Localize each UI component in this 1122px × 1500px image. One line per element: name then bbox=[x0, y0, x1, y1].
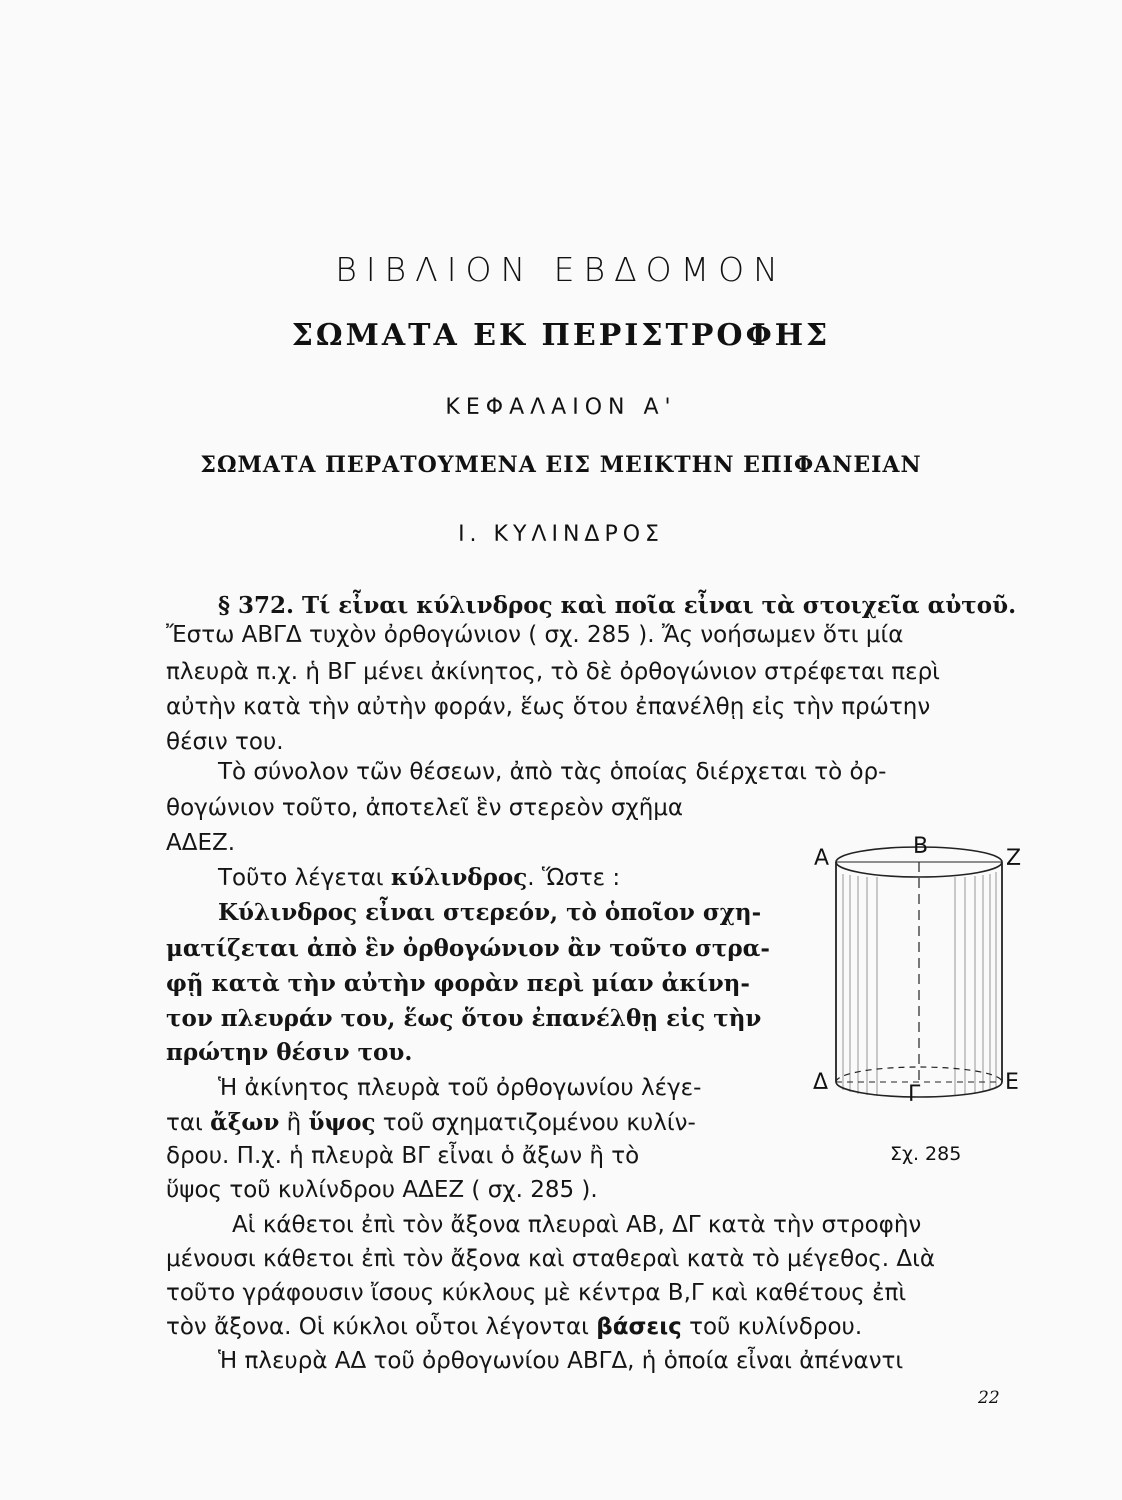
text-line: Τὸ σύνολον τῶν θέσεων, ἀπὸ τὰς ὁποίας διέρχεται τὸ ὀρ- bbox=[218, 759, 887, 785]
text-line: αὐτὴν κατὰ τὴν αὐτὴν φοράν, ἕως ὅτου ἐπανέλθῃ εἰς τὴν πρώτην bbox=[166, 694, 931, 720]
text-line: δρου. Π.χ. ἡ πλευρὰ ΒΓ εἶναι ὁ ἄξων ἢ τὸ bbox=[166, 1143, 640, 1169]
text-line: Ἔστω ΑΒΓΔ τυχὸν ὀρθογώνιον ( σχ. 285 ). Ἄς νοήσωμεν ὅτι μία bbox=[166, 622, 904, 648]
part-title: ΣΩΜΑΤΑ ΕΚ ΠΕΡΙΣΤΡΟΦΗΣ bbox=[291, 318, 831, 353]
label-Z: Ζ bbox=[1006, 846, 1022, 871]
definition-line: φῇ κατὰ τὴν αὐτὴν φορὰν περὶ μίαν ἀκίνη- bbox=[166, 970, 750, 997]
definition-line: ματίζεται ἀπὸ ἓν ὀρθογώνιον ἂν τοῦτο στρα- bbox=[166, 935, 770, 962]
cylinder-drawing bbox=[805, 826, 1035, 1166]
label-B: Β bbox=[913, 834, 929, 859]
paragraph-heading: § 372. Τί εἶναι κύλινδρος καὶ ποῖα εἶναι τὰ στοιχεῖα αὐτοῦ. bbox=[218, 592, 1017, 619]
chapter-label: ΚΕΦΑΛΑΙΟΝ Α' bbox=[445, 395, 677, 420]
text-fragment: . Ὥστε : bbox=[527, 865, 621, 891]
term-bases: βάσεις bbox=[596, 1314, 682, 1340]
page-number: 22 bbox=[978, 1388, 1000, 1408]
label-G: Γ bbox=[908, 1082, 921, 1107]
text-fragment: τοῦ σχηματιζομένου κυλίν- bbox=[375, 1110, 696, 1136]
definition-line: τον πλευράν του, ἕως ὅτου ἐπανέλθῃ εἰς τὴν bbox=[166, 1005, 762, 1032]
cylinder-figure bbox=[805, 826, 1035, 1166]
text-fragment: ται bbox=[166, 1110, 211, 1136]
text-fragment: τὸν ἄξονα. Οἱ κύκλοι οὗτοι λέγονται bbox=[166, 1314, 597, 1340]
text-line: ὕψος τοῦ κυλίνδρου ΑΔΕΖ ( σχ. 285 ). bbox=[166, 1177, 598, 1203]
text-fragment: Τοῦτο λέγεται bbox=[218, 865, 391, 891]
chapter-title: ΣΩΜΑΤΑ ΠΕΡΑΤΟΥΜΕΝΑ ΕΙΣ ΜΕΙΚΤΗΝ ΕΠΙΦΑΝΕΙΑΝ bbox=[200, 452, 922, 478]
text-line: ΑΔΕΖ. bbox=[166, 830, 236, 856]
text-line: Ἡ πλευρὰ ΑΔ τοῦ ὀρθογωνίου ΑΒΓΔ, ἡ ὁποία εἶναι ἀπέναντι bbox=[218, 1348, 904, 1374]
section-title: Ι. ΚΥΛΙΝΔΡΟΣ bbox=[458, 522, 664, 547]
label-A: Α bbox=[814, 846, 830, 871]
term-cylinder: κύλινδρος bbox=[390, 864, 528, 891]
term-height: ὕψος bbox=[308, 1109, 376, 1136]
text-fragment: ἢ bbox=[279, 1110, 309, 1136]
label-D: Δ bbox=[813, 1070, 829, 1095]
text-line: μένουσι κάθετοι ἐπὶ τὸν ἄξονα καὶ σταθεραὶ κατὰ τὸ μέγεθος. Διὰ bbox=[166, 1246, 936, 1272]
figure-caption: Σχ. 285 bbox=[890, 1143, 962, 1165]
text-line: Αἱ κάθετοι ἐπὶ τὸν ἄξονα πλευραὶ ΑΒ, ΔΓ κατὰ τὴν στροφὴν bbox=[232, 1212, 922, 1238]
text-line: πλευρὰ π.χ. ἡ ΒΓ μένει ἀκίνητος, τὸ δὲ ὀρθογώνιον στρέφεται περὶ bbox=[166, 659, 940, 685]
label-E: Ε bbox=[1005, 1070, 1019, 1095]
text-line: τοῦτο γράφουσιν ἴσους κύκλους μὲ κέντρα Β,Γ καὶ καθέτους ἐπὶ bbox=[166, 1280, 907, 1306]
term-axis: ἄξων bbox=[210, 1109, 280, 1136]
text-line: Ἡ ἀκίνητος πλευρὰ τοῦ ὀρθογωνίου λέγε- bbox=[218, 1075, 702, 1101]
definition-line: Κύλινδρος εἶναι στερεόν, τὸ ὁποῖον σχη- bbox=[218, 899, 762, 926]
text-line bbox=[166, 1108, 696, 1138]
text-line bbox=[166, 1312, 862, 1342]
definition-line: πρώτην θέσιν του. bbox=[166, 1039, 413, 1066]
text-line: θογώνιον τοῦτο, ἀποτελεῖ ἓν στερεὸν σχῆμα bbox=[166, 795, 684, 821]
text-line bbox=[218, 863, 620, 893]
book-title: ΒΙΒΛΙΟΝ ΕΒΔΟΜΟΝ bbox=[335, 250, 787, 289]
text-line: θέσιν του. bbox=[166, 729, 284, 755]
text-fragment: τοῦ κυλίνδρου. bbox=[681, 1314, 863, 1340]
